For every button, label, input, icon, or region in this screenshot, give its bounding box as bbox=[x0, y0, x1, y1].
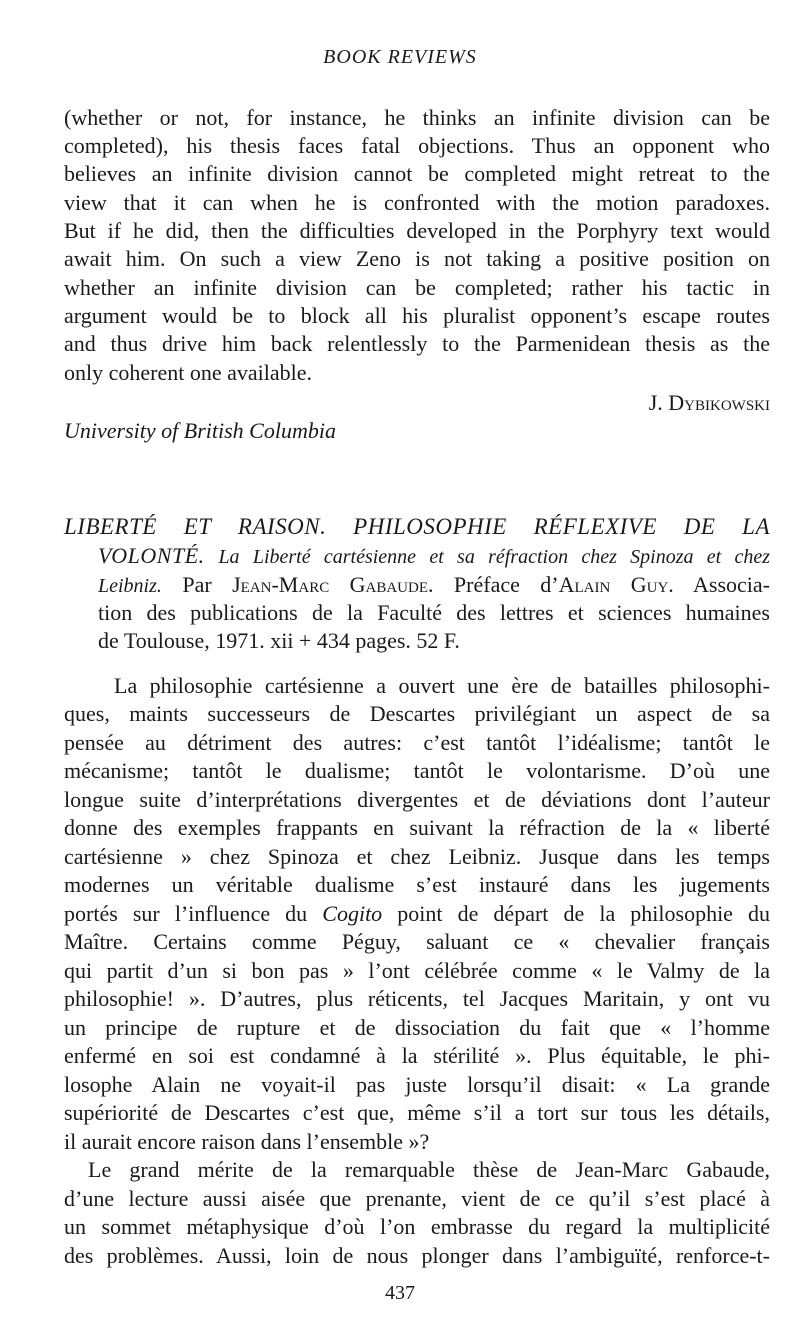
text-line: and thus drive him back relentlessly to the Parmenidean thesis as the bbox=[64, 331, 770, 356]
reviewer-affiliation: University of British Columbia bbox=[64, 418, 336, 443]
page-number: 437 bbox=[385, 1282, 415, 1304]
preface-label: Préface d’ bbox=[453, 572, 559, 597]
book-subtitle: La Liberté cartésienne et sa réfraction chez Spinoza et chez bbox=[218, 546, 771, 568]
text-line: il aurait encore raison dans l’ensemble »? bbox=[64, 1129, 430, 1154]
book-title-cont: VOLONTÉ. bbox=[98, 543, 205, 568]
text-line: qui partit d’un si bon pas » l’ont célébrée comme « le Valmy de la bbox=[64, 958, 770, 983]
text-line: only coherent one available. bbox=[64, 360, 313, 385]
cogito-term: Cogito bbox=[322, 901, 383, 926]
book-author: Jean-Marc Gabaude. bbox=[232, 572, 434, 597]
preface-author: Alain Guy. bbox=[558, 572, 674, 597]
text-line: Le grand mérite de la remarquable thèse de Jean-Marc Gabaude, bbox=[88, 1157, 770, 1182]
citation-line: de Toulouse, 1971. xii + 434 pages. 52 F. bbox=[98, 628, 460, 653]
citation-line: tion des publications de la Faculté des lettres et sciences humaines bbox=[98, 600, 770, 625]
text-line: un sommet métaphysique d’où l’on embrasse du regard la multiplicité bbox=[64, 1214, 770, 1239]
text-line: await him. On such a view Zeno is not taking a positive position on bbox=[64, 246, 770, 271]
citation-line bbox=[98, 571, 770, 599]
text-line: supériorité de Descartes c’est que, même s’il a tort sur tous les détails, bbox=[64, 1100, 770, 1125]
text-line: mécanisme; tantôt le dualisme; tantôt le volontarisme. D’où une bbox=[64, 758, 770, 783]
par-label: Par bbox=[182, 572, 212, 597]
text-line: enfermé en soi est condamné à la stérilité ». Plus équitable, le phi- bbox=[64, 1043, 770, 1068]
book-title: LIBERTÉ ET RAISON. PHILOSOPHIE RÉFLEXIVE DE LA bbox=[64, 514, 770, 539]
text-line: cartésienne » chez Spinoza et chez Leibniz. Jusque dans les temps bbox=[64, 844, 770, 869]
text-line: ques, maints successeurs de Descartes privilégiant un aspect de sa bbox=[64, 701, 770, 726]
text-line: whether an infinite division can be completed; rather his tactic in bbox=[64, 275, 770, 300]
text-line: (whether or not, for instance, he thinks an infinite division can be bbox=[64, 105, 770, 130]
text-line: des problèmes. Aussi, loin de nous plonger dans l’ambiguïté, renforce-t- bbox=[64, 1243, 770, 1268]
text-line: But if he did, then the difficulties developed in the Porphyry text would bbox=[64, 218, 770, 243]
text-line: donne des exemples frappants en suivant la réfraction de la « liberté bbox=[64, 815, 770, 840]
text-line: argument would be to block all his pluralist opponent’s escape routes bbox=[64, 303, 770, 328]
text-line: d’une lecture aussi aisée que prenante, vient de ce qu’il s’est placé à bbox=[64, 1186, 770, 1211]
text-line: philosophie! ». D’autres, plus réticents, tel Jacques Maritain, y ont vu bbox=[64, 986, 770, 1011]
running-header: BOOK REVIEWS bbox=[323, 46, 477, 68]
text-line: longue suite d’interprétations divergentes et de déviations dont l’auteur bbox=[64, 787, 770, 812]
text-line bbox=[64, 900, 770, 928]
text-line: un principe de rupture et de dissociation du fait que « l’homme bbox=[64, 1015, 770, 1040]
text-segment: point de départ de la philosophie du bbox=[397, 901, 771, 926]
text-line: pensée au détriment des autres: c’est tantôt l’idéalisme; tantôt le bbox=[64, 730, 770, 755]
text-line: believes an infinite division cannot be completed might retreat to the bbox=[64, 161, 770, 186]
text-segment: portés sur l’influence du bbox=[64, 901, 308, 926]
reviewer-signature: J. Dybikowski bbox=[648, 390, 770, 415]
text-line: Maître. Certains comme Péguy, saluant ce « chevalier français bbox=[64, 929, 770, 954]
book-subtitle-cont: Leibniz. bbox=[98, 575, 162, 597]
text-line: view that it can when he is confronted with the motion paradoxes. bbox=[64, 190, 770, 215]
publisher-start: Associa- bbox=[693, 572, 771, 597]
citation-line bbox=[98, 542, 770, 570]
text-line: La philosophie cartésienne a ouvert une ère de batailles philosophi- bbox=[114, 673, 770, 698]
text-line: losophe Alain ne voyait-il pas juste lorsqu’il disait: « La grande bbox=[64, 1072, 770, 1097]
text-line: completed), his thesis faces fatal objections. Thus an opponent who bbox=[64, 133, 770, 158]
text-line: modernes un véritable dualisme s’est instauré dans les jugements bbox=[64, 872, 770, 897]
